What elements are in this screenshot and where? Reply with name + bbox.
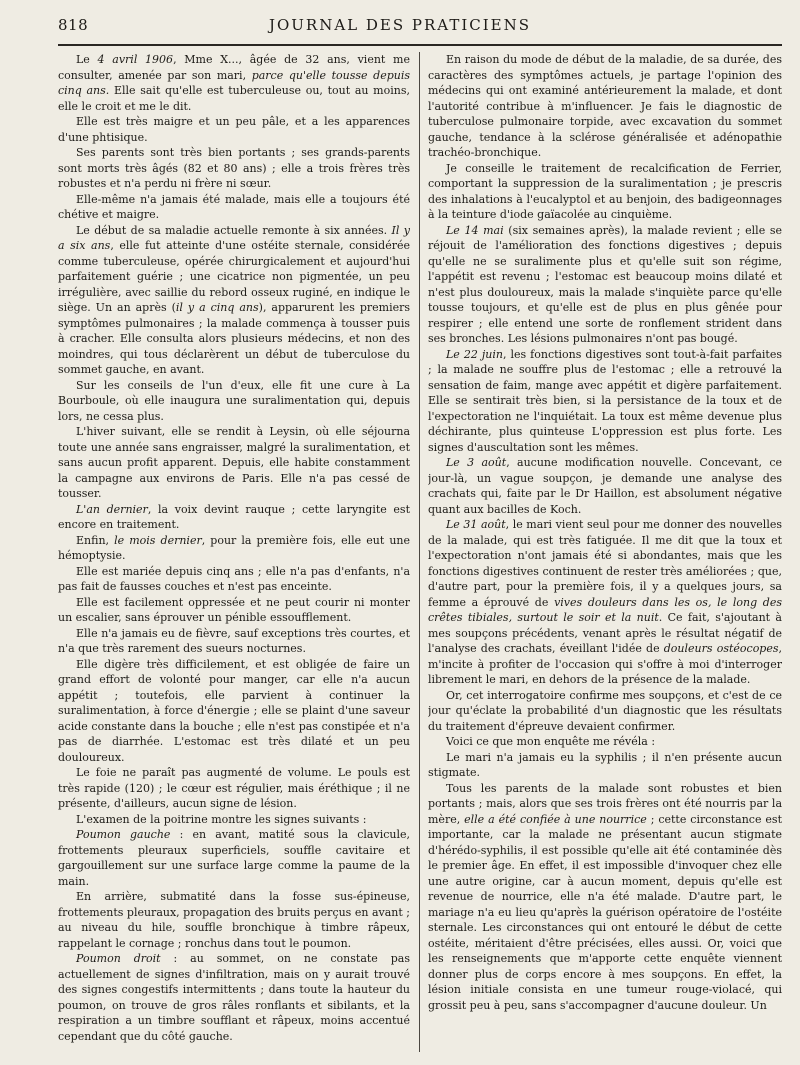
text-run: Or, cet interrogatoire confirme mes soupçons, et c'est de ce jour qu'éclate la probabilité d'un diagnostic que les résultats du traitement d'épreuve devaient confirmer. [428,688,782,733]
text-run: Sur les conseils de l'un d'eux, elle fit une cure à La Bourboule, où elle inaugura une suralimentation qui, depuis lors, ne cessa plus. [58,378,410,423]
italic-text: Poumon droit [76,952,161,965]
italic-text: Le 14 mai [446,223,504,237]
page-number: 818 [58,16,89,34]
paragraph [428,455,782,517]
paragraph [58,424,410,502]
text-run: ; cette circonstance est importante, car la malade ne présentant aucun stigmate d'hérédo-syphilis, il est possible qu'elle ait été contaminée dès le premier âge. En effet, il est impossible d'invoquer chez elle une autre origine, car à aucun moment, depuis qu'elle est revenue de nourrice, elle n'a été malade. D'autre part, le mariage n'a eu lieu qu'après la guérison opératoire de l'ostéite sternale. Les circonstances qui ont entouré le début de cette ostéite, méritaient d'être précisées, elles aussi. Or, voici que les renseignements que m'apporte cette enquête viennent donner plus de corps encore à mes soupçons. En effet, la lésion initiale consista en une tumeur rouge-violacé, qui grossit peu à peu, sans s'accompagner d'aucune douleur. Un [428,812,782,1012]
text-run: L'hiver suivant, elle se rendit à Leysin, où elle séjourna toute une année sans engraisser, malgré la suralimentation, et sans aucun profit apparent. Depuis, elle habite constamment la campagne aux environs de Paris. Elle n'a pas cessé de tousser. [58,425,410,500]
text-run: , la voix devint rauque ; cette laryngite est encore en traitement. [58,502,410,531]
italic-text: Le 3 août [446,456,507,469]
text-run: Elle est très maigre et un peu pâle, et a les apparences d'une phtisique. [58,115,410,144]
paragraph [58,502,410,533]
text-run: Le foie ne paraît pas augmenté de volume. Le pouls est très rapide (120) ; le cœur est régulier, mais éréthique ; il ne présente, d'ailleurs, aucun signe de lésion. [58,766,410,810]
column-divider [419,52,420,1052]
paragraph [58,595,410,626]
paragraph [428,52,782,161]
paragraph [428,347,782,456]
italic-text: parce qu'elle tousse depuis cinq ans. [58,68,410,97]
text-run: : au sommet, on ne constate pas actuellement de signes d'infiltration, mais on y aurait trouvé des signes congestifs intermittents ; dans toute la hauteur du poumon, on trouve de gros râles ronflants et sibilants, et la respiration a un timbre soufflant et râpeux, moins accentué cependant que du côté gauche. [58,952,410,1043]
paragraph [428,517,782,688]
header-rule [58,44,782,46]
text-run: En raison du mode de début de la maladie, de sa durée, des caractères des symptômes actuels, je partage l'opinion des médecins qui ont examiné antérieurement la malade, et dont l'autorité contribue à m'influencer. Je fais le diagnostic de tuberculose pulmonaire torpide, avec excavation du sommet gauche, tendance à la sclérose généralisée et adénopathie trachéo-bronchique. [428,53,782,159]
paragraph [58,223,410,378]
text-run: Tous les parents de la malade sont robustes et bien portants ; mais, alors que ses trois frères ont été nourris par la mère, [428,781,782,826]
paragraph [58,889,410,951]
paragraph [428,734,782,750]
paragraph [58,114,410,145]
text-run: Elle n'a jamais eu de fièvre, sauf exceptions très courtes, et n'a que très rarement des sueurs nocturnes. [58,626,410,655]
text-run: , m'incite à profiter de l'occasion qui s'offre à moi d'interroger librement le mari, en dehors de la présence de la malade. [428,642,782,686]
text-run: Le mari n'a jamais eu la syphilis ; il n'en présente aucun stigmate. [428,750,782,779]
italic-text: le mois dernier [114,533,202,547]
paragraph [428,781,782,1014]
paragraph [428,161,782,223]
text-run: Elle digère très difficilement, et est obligée de faire un grand effort de volonté pour manger, car elle n'a aucun appétit ; toutefois, elle parvient à continuer la suralimentation, à force d'énergie ; elle se plaint d'une saveur acide constante dans la bouche ; elle n'est pas constipée et n'a pas de diarrhée. L'estomac est très dilaté et un peu douloureux. [58,657,410,764]
paragraph [58,657,410,766]
page-header [58,16,742,40]
italic-text: Poumon gauche [76,828,171,841]
text-run: , elle fut atteinte d'une ostéite sternale, considérée comme tuberculeuse, opérée chirurgicalement et aujourd'hui parfaitement guérie ; une cicatrice non pigmentée, un peu irrégulière, avec saillie du rebord osseux ruginé, en indique le siège. Un an après ( [58,239,410,314]
text-run: Voici ce que mon enquête me révéla : [446,735,656,748]
journal-title: JOURNAL DES PRATICIENS [268,16,532,34]
text-run: , aucune modification nouvelle. Concevant, ce jour-là, un vague soupçon, je demande une analyse des crachats qui, faite par le Dr Haillon, est absolument négative quant aux bacilles de Koch. [428,456,782,516]
text-run: . Ce fait, s'ajoutant à mes soupçons précédents, venant après le résultat négatif de l'analyse des crachats, éveillant l'idée de [428,611,782,655]
right-column [428,52,782,1055]
paragraph [58,626,410,657]
text-run: L'examen de la poitrine montre les signes suivants : [76,812,367,826]
text-run: En arrière, submatité dans la fosse sus-épineuse, frottements pleuraux, propagation des bruits perçus en avant ; au niveau du hile, souffle bronchique à timbre râpeux, rappelant le cornage ; ronchus dans tout le poumon. [58,890,410,950]
text-run: Ses parents sont très bien portants ; ses grands-parents sont morts très âgés (82 et 80 ans) ; elle a trois frères très robustes et n'a perdu ni frère ni sœur. [58,146,410,190]
text-run: , les fonctions digestives sont tout-à-fait parfaites ; la malade ne souffre plus de l'estomac ; elle a retrouvé la sensation de faim, mange avec appétit et digère parfaitement. Elle se sentirait très bien, si la persistance de la toux et de l'expectoration ne l'inquiétait. La toux est même devenue plus déchirante, plus quinteuse L'oppression est plus forte. Les signes d'auscultation sont les mêmes. [428,347,782,454]
paragraph [58,378,410,425]
paragraph [58,951,410,1044]
text-run: (six semaines après), la malade revient ; elle se réjouit de l'amélioration des fonctions digestives ; depuis qu'elle ne se suralimente plus et qu'elle suit son régime, l'appétit est revenu ; l'estomac est beaucoup moins dilaté et n'est plus douloureux, mais la malade s'inquiète parce qu'elle tousse toujours, et qu'elle est de plus en plus gênée pour respirer ; elle entend une sorte de ronflement strident dans ses bronches. Les lésions pulmonaires n'ont pas bougé. [428,223,782,345]
paragraph [58,812,410,828]
paragraph [58,564,410,595]
text-run: Je conseille le traitement de recalcification de Ferrier, comportant la suppression de la suralimentation ; je prescris des inhalations à l'eucalyptol et au benjoin, des badigeonnages à la teinture d'iode gaïacolée au cinquième. [428,161,782,221]
italic-text: douleurs ostéocopes [663,642,779,655]
italic-text: L'an dernier [76,502,148,516]
italic-text: Le 31 août [446,518,506,531]
italic-text: Il y a six ans [58,223,410,252]
text-run: Elle est facilement oppressée et ne peut courir ni monter un escalier, sans éprouver un pénible essoufflement. [58,595,410,624]
paragraph [428,688,782,735]
paragraph [58,533,410,564]
text-run: Elle est mariée depuis cinq ans ; elle n'a pas d'enfants, n'a pas fait de fausses couches et n'est pas enceinte. [58,564,410,593]
italic-text: 4 avril 1906 [97,53,174,66]
paragraph [58,827,410,889]
text-run: , pour la première fois, elle eut une hémoptysie. [58,533,410,562]
paragraph [58,765,410,812]
text-run: Enfin, [76,533,115,547]
left-column [58,52,410,1055]
text-run: , Mme X..., âgée de 32 ans, vient me consulter, amenée par son mari, [58,53,410,82]
text-run: Le début de sa maladie actuelle remonte à six années. [76,223,392,237]
paragraph [58,192,410,223]
italic-text: vives douleurs dans les os, le long des crêtes tibiales, surtout le soir et la nuit [428,595,782,624]
text-run: Elle sait qu'elle est tuberculeuse ou, tout au moins, elle le croit et me le dit. [58,84,410,113]
text-run: ), apparurent les premiers symptômes pulmonaires ; la malade commença à tousser puis à cracher. Elle consulta alors plusieurs médecins, et non des moindres, qui tous déclarèrent un début de tuberculose du sommet gauche, en avant. [58,301,410,376]
paragraph [58,52,410,114]
paragraph [428,223,782,347]
text-run: Le [76,53,98,66]
italic-text: Le 22 juin [446,347,503,361]
italic-text: elle a été confiée à une nourrice [464,812,647,826]
text-run: , le mari vient seul pour me donner des nouvelles de la malade, qui est très fatiguée. Il me dit que la toux et l'expectoration n'ont jamais été si abondantes, mais que les fonctions digestives continuent de rester très améliorées ; que, d'autre part, pour la première fois, il y a quelques jours, sa femme a éprouvé de [428,518,782,609]
paragraph [428,750,782,781]
text-run: : en avant, matité sous la clavicule, frottements pleuraux superficiels, souffle cavitaire et gargouillement sur une surface large comme la paume de la main. [58,828,410,888]
italic-text: il y a cinq ans [175,301,259,314]
paragraph [58,145,410,192]
text-run: Elle-même n'a jamais été malade, mais elle a toujours été chétive et maigre. [58,192,410,221]
